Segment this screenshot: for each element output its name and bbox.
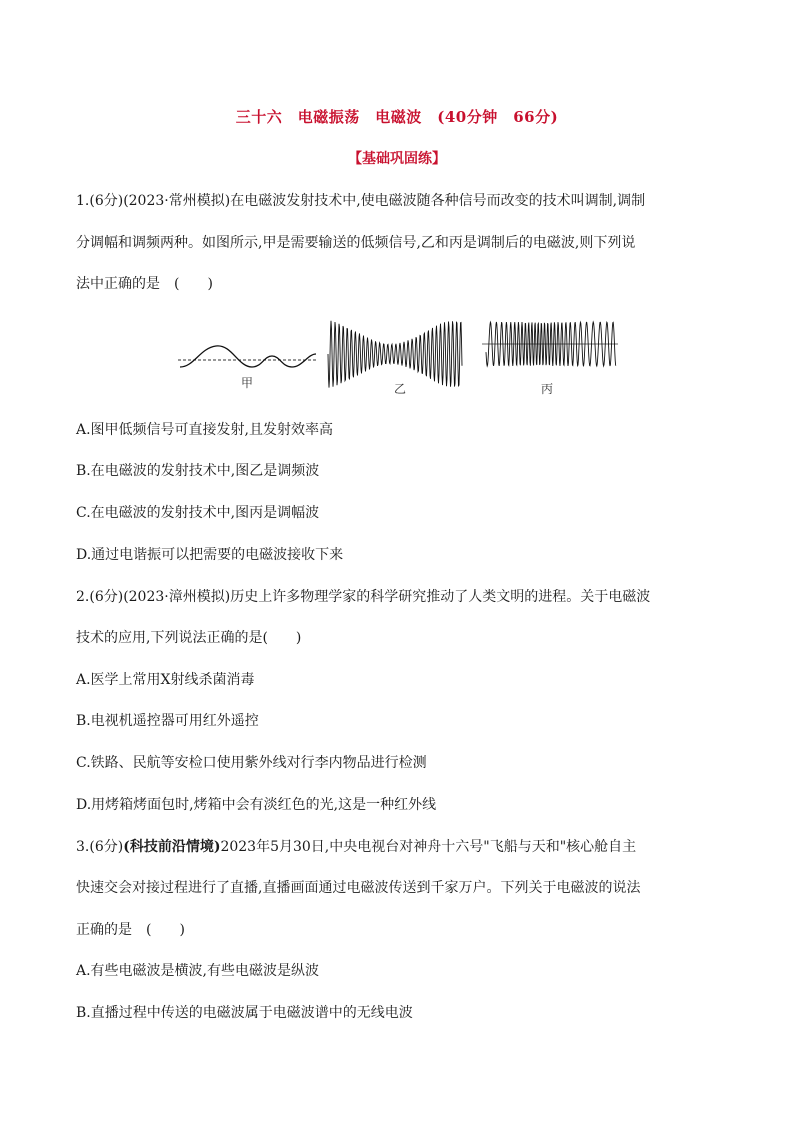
q2-line-1: 2.(6分)(2023·漳州模拟)历史上许多物理学家的科学研究推动了人类文明的进程。关于电磁波: [76, 589, 651, 605]
section-heading: 【基础巩固练】: [348, 151, 446, 167]
q3-line-2: 快速交会对接过程进行了直播,直播画面通过电磁波传送到千家万户。下列关于电磁波的说法: [76, 880, 641, 896]
figure-label-bing: 丙: [541, 382, 554, 396]
q3-line-1: [76, 837, 636, 857]
figure-label-jia: 甲: [241, 376, 254, 390]
q1-option-d: D.通过电谐振可以把需要的电磁波接收下来: [76, 547, 344, 563]
q2-option-c: C.铁路、民航等安检口使用紫外线对行李内物品进行检测: [76, 755, 427, 771]
q1-option-a: A.图甲低频信号可直接发射,且发射效率高: [76, 422, 334, 438]
q1-line-1: 1.(6分)(2023·常州模拟)在电磁波发射技术中,使电磁波随各种信号而改变的技术叫调制,调制: [76, 193, 646, 209]
q3-line-1-rest: 2023年5月30日,中央电视台对神舟十六号"飞船与天和"核心舱自主: [220, 839, 637, 855]
am-wave-path: [328, 321, 462, 388]
q1-line-2: 分调幅和调频两种。如图所示,甲是需要输送的低频信号,乙和丙是调制后的电磁波,则下列说: [76, 235, 636, 251]
q1-line-3: 法中正确的是 ( ): [76, 276, 213, 292]
q2-option-a: A.医学上常用X射线杀菌消毒: [76, 672, 255, 688]
figure-label-yi: 乙: [394, 382, 407, 396]
q2-option-b: B.电视机遥控器可用红外遥控: [76, 713, 259, 729]
q3-line-3: 正确的是 ( ): [76, 922, 185, 938]
q1-option-b: B.在电磁波的发射技术中,图乙是调频波: [76, 463, 320, 479]
page-title: 三十六 电磁振荡 电磁波 (40分钟 66分): [235, 108, 559, 126]
q2-option-d: D.用烤箱烤面包时,烤箱中会有淡红色的光,这是一种红外线: [76, 797, 437, 813]
q3-prefix: 3.(6分): [76, 839, 124, 855]
signal-wave-jia: [178, 346, 316, 367]
q1-option-c: C.在电磁波的发射技术中,图丙是调幅波: [76, 505, 320, 521]
q2-line-2: 技术的应用,下列说法正确的是( ): [76, 630, 302, 646]
q3-context-tag: (科技前沿情境): [123, 839, 221, 855]
q3-option-b: B.直播过程中传送的电磁波属于电磁波谱中的无线电波: [76, 1005, 413, 1021]
am-wave-yi: [328, 321, 462, 388]
q3-option-a: A.有些电磁波是横波,有些电磁波是纵波: [76, 963, 320, 979]
fm-wave-bing: [482, 322, 618, 366]
